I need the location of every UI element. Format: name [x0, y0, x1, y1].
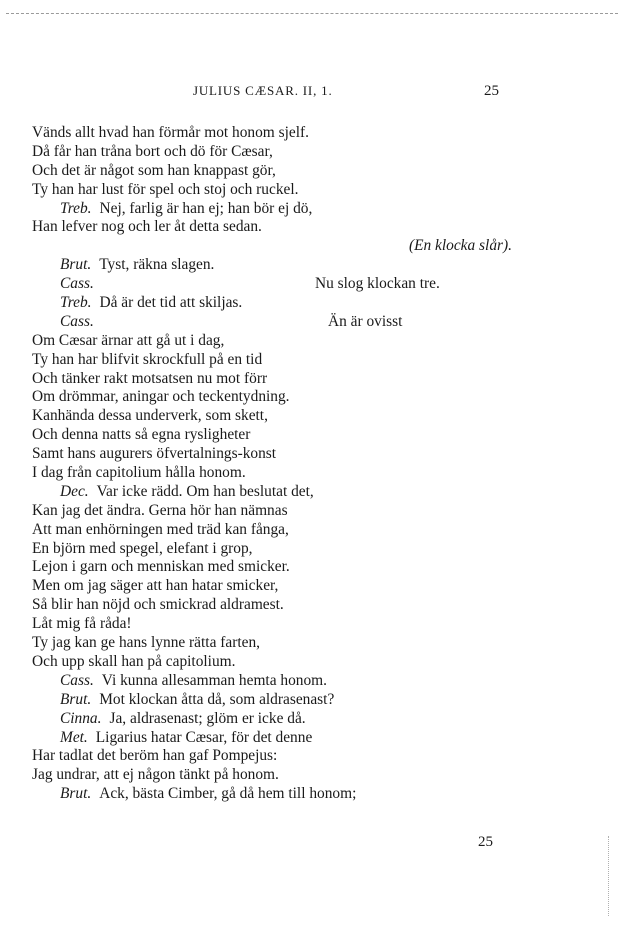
line-text: Om Cæsar ärnar att gå ut i dag, [32, 331, 225, 349]
line-text: Vi kunna allesamman hemta honom. [101, 671, 327, 689]
verse-line [32, 672, 512, 691]
line-text: I dag från capitolium hålla honom. [32, 464, 246, 482]
line-text: Och tänker rakt motsatsen nu mot förr [32, 369, 268, 387]
line-text: Ack, bästa Cimber, gå då hem till honom; [99, 785, 357, 803]
verse-line [32, 577, 512, 596]
verse-line [32, 370, 512, 389]
line-text: Mot klockan åtta då, som aldrasenast? [99, 690, 335, 708]
line-text: Men om jag säger att han hatar smicker, [32, 577, 279, 595]
verse-line [32, 426, 512, 445]
verse-line [32, 521, 512, 540]
line-text: Har tadlat det beröm han gaf Pompejus: [32, 747, 278, 765]
stage-direction: (En klocka slår). [408, 237, 512, 255]
verse-line [32, 634, 512, 653]
speaker-name: Cinna. [60, 709, 102, 727]
line-text: Kanhända dessa underverk, som skett, [32, 407, 268, 425]
verse-text [32, 124, 512, 804]
line-text: Lejon i garn och menniskan med smicker. [32, 558, 290, 576]
line-text: Jag undrar, att ej någon tänkt på honom. [32, 766, 279, 784]
line-text: Och det är något som han knappast gör, [32, 161, 276, 179]
verse-line [32, 388, 512, 407]
page-number-top: 25 [484, 83, 499, 99]
speaker-name: Brut. [60, 690, 92, 708]
verse-line [32, 710, 512, 729]
page-header [0, 83, 624, 107]
line-text: Han lefver nog och ler åt detta sedan. [32, 218, 262, 236]
line-text: Tyst, räkna slagen. [99, 256, 215, 274]
verse-line [32, 218, 512, 237]
verse-line [32, 596, 512, 615]
line-text: Vänds allt hvad han förmår mot honom sjelf. [32, 124, 309, 141]
speaker-name: Cass. [60, 275, 94, 293]
verse-line [32, 615, 512, 634]
verse-line [32, 785, 512, 804]
line-text: Låt mig få råda! [32, 615, 132, 633]
line-text: Var icke rädd. Om han beslutat det, [96, 482, 314, 500]
verse-line [32, 483, 512, 502]
speaker-name: Brut. [60, 256, 92, 274]
verse-line [32, 200, 512, 219]
line-continuation: Än är ovisst [328, 312, 403, 330]
line-text: Ty han har lust för spel och stoj och ruckel. [32, 180, 299, 198]
verse-line [32, 445, 512, 464]
line-text: Ty jag kan ge hans lynne rätta farten, [32, 634, 260, 652]
line-text: Då får han tråna bort och dö för Cæsar, [32, 142, 273, 160]
verse-line [32, 653, 512, 672]
speaker-name: Treb. [60, 199, 92, 217]
verse-line [32, 237, 512, 256]
line-text: Kan jag det ändra. Gerna hör han nämnas [32, 501, 288, 519]
verse-line [32, 294, 512, 313]
top-rule [6, 13, 618, 14]
verse-line [32, 540, 512, 559]
verse-line [32, 181, 512, 200]
verse-line [32, 351, 512, 370]
verse-line [32, 143, 512, 162]
verse-line [32, 256, 512, 275]
margin-marks [608, 836, 611, 916]
speaker-name: Treb. [60, 294, 92, 312]
line-continuation: Nu slog klockan tre. [315, 275, 440, 293]
line-text: Samt hans augurers öfvertalnings-konst [32, 445, 277, 463]
verse-line [32, 313, 512, 332]
page-number-bottom: 25 [478, 834, 493, 850]
line-text: Ja, aldrasenast; glöm er icke då. [109, 709, 306, 727]
verse-line [32, 747, 512, 766]
line-text: Då är det tid att skiljas. [99, 294, 243, 312]
verse-line [32, 558, 512, 577]
verse-line [32, 332, 512, 351]
speaker-name: Met. [60, 728, 88, 746]
verse-line [32, 162, 512, 181]
verse-line [32, 464, 512, 483]
line-text: Och denna natts så egna rysligheter [32, 426, 251, 444]
verse-line [32, 407, 512, 426]
speaker-name: Cass. [60, 312, 94, 330]
verse-line [32, 729, 512, 748]
verse-line [32, 766, 512, 785]
running-title: JULIUS CÆSAR. II, 1. [193, 83, 333, 98]
verse-line [32, 502, 512, 521]
verse-line [32, 275, 512, 294]
speaker-name: Brut. [60, 785, 92, 803]
line-text: Ligarius hatar Cæsar, för det denne [95, 728, 313, 746]
line-text: Nej, farlig är han ej; han bör ej dö, [99, 199, 313, 217]
verse-line [32, 691, 512, 710]
line-text: Ty han har blifvit skrockfull på en tid [32, 350, 263, 368]
line-text: En björn med spegel, elefant i grop, [32, 539, 253, 557]
line-text: Så blir han nöjd och smickrad aldramest. [32, 596, 284, 614]
line-text: Att man enhörningen med träd kan fånga, [32, 520, 289, 538]
line-text: Och upp skall han på capitolium. [32, 652, 236, 670]
speaker-name: Dec. [60, 482, 89, 500]
line-text: Om drömmar, aningar och teckentydning. [32, 388, 290, 406]
speaker-name: Cass. [60, 671, 94, 689]
verse-line [32, 124, 512, 143]
